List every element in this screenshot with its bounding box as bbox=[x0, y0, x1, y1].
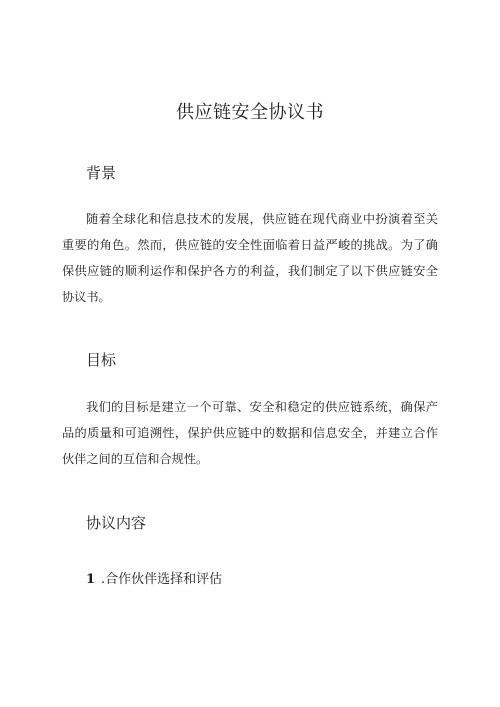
section-heading-goal: 目标 bbox=[86, 351, 117, 369]
section-heading-background: 背景 bbox=[86, 164, 117, 182]
goal-paragraph: 我们的目标是建立一个可靠、安全和稳定的供应链系统，确保产品的质量和可追溯性，保护供应链中的数据和信息安全，并建立合作伙伴之间的互信和合规性。 bbox=[62, 400, 438, 466]
subheading-number: 1 bbox=[86, 572, 96, 587]
document-title: 供应链安全协议书 bbox=[176, 102, 324, 123]
subheading-text: .合作伙伴选择和评估 bbox=[101, 572, 223, 587]
section-heading-agreement-content: 协议内容 bbox=[86, 514, 147, 532]
background-paragraph: 随着全球化和信息技术的发展，供应链在现代商业中扮演着至关重要的角色。然而，供应链的安全性面临着日益严峻的挑战。为了确保供应链的顺利运作和保护各方的利益，我们制定了以下供应链安全协议书。 bbox=[62, 212, 438, 304]
subheading-partner-selection bbox=[86, 568, 222, 587]
